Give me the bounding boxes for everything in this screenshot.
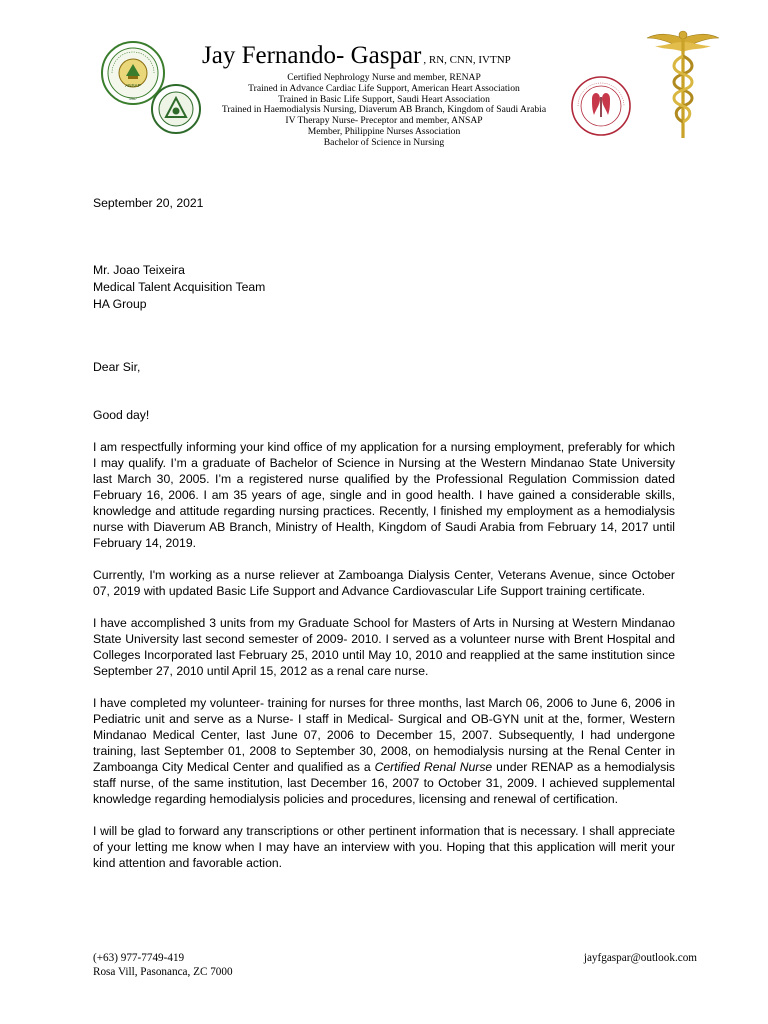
recipient-team: Medical Talent Acquisition Team [93,280,266,294]
postal-address: Rosa Vill, Pasonanca, ZC 7000 [93,966,233,978]
sender-name: Jay Fernando- Gaspar [202,42,422,69]
body-paragraph: Currently, I'm working as a nurse reliever at Zamboanga Dialysis Center, Veterans Avenue, since October 07, 2019 with updated Basic Life Support and Advance Cardiovascular Life Support training certificate. [93,568,675,598]
recipient-company: HA Group [93,297,147,311]
certification-line: IV Therapy Nurse- Preceptor and member, ANSAP [285,115,483,127]
body-paragraph: I am respectfully informing your kind office of my application for a nursing employment, preferably for which I may qualify. I’m a graduate of Bachelor of Science in Nursing at the Western Mindanao State University last March 30, 2005. I’m a registered nurse qualified by the Professional Regulation Commission dated February 16, 2006. I am 35 years of age, single and in good health. I have gained a considerable skills, knowledge and attitude regarding nursing practices. Recently, I finished my employment as a hemodialysis nurse with Diaverum AB Branch, Ministry of Health, Kingdom of Saudi Arabia from February 14, 2017 until February 14, 2019. [93,440,675,550]
certification-line: Trained in Haemodialysis Nursing, Diaverum AB Branch, Kingdom of Saudi Arabia [221,104,547,116]
body-paragraph: I have accomplished 3 units from my Graduate School for Masters of Arts in Nursing at Western Mindanao State University last second semester of 2009- 2010. I served as a volunteer nurse with Brent Hospital and Colleges Incorporated last February 25, 2010 until May 10, 2010 and reapplied at the same institution since September 27, 2010 until April 15, 2012 as a renal care nurse. [93,616,675,678]
letter-body [93,439,675,871]
caduceus-icon [643,24,723,144]
phone-number: (+63) 977-7749-419 [93,952,185,964]
certification-line: Certified Nephrology Nurse and member, RENAP [287,72,481,83]
letterhead-name-line [202,42,622,70]
recipient-block [93,262,675,313]
seal-abbrev: ANSAP [125,83,141,88]
certification-line: Member, Philippine Nurses Association [307,125,461,137]
body-paragraph-training [93,695,675,807]
paragraph-text: under RENAP as a hemodialysis staff nurse, of the same institution, last December 16, 2007 to October 31, 2009. I achieved supplemental knowledge regarding hemodialysis policies and procedures, licensing and renewal of certification. [93,760,675,806]
greeting: Good day! [93,408,150,422]
certification-line: Trained in Basic Life Support, Saudi Heart Association [278,93,490,105]
certification-line: Trained in Advance Cardiac Life Support, American Heart Association [248,82,520,94]
email-address: jayfgaspar@outlook.com [583,952,697,964]
letterhead [0,0,768,160]
footer-contact-left [93,951,233,979]
certification-list [176,73,592,149]
certified-renal-nurse-emphasis: Certified Renal Nurse [374,760,493,774]
salutation: Dear Sir, [93,360,141,374]
letter-date: September 20, 2021 [93,196,204,210]
seal-year: 1967 [129,97,137,101]
sender-credentials: , RN, CNN, IVTNP [423,54,511,66]
recipient-name: Mr. Joao Teixeira [93,263,185,277]
closing-paragraph: I will be glad to forward any transcriptions or other pertinent information that is necessary. I shall appreciate of your letting me know when I may have an interview with you. Hoping that this application will merit your kind attention and favorable action. [93,824,675,870]
nursing-organization-seal-icon [570,75,632,137]
paragraph-text: I have completed my volunteer- training for nurses for three months, last March 06, 2006 to June 6, 2006 in Pediatric unit and serve as a Nurse- I staff in Medical- Surgical and OB-GYN unit at the, former, Western Mindanao Medical Center, last June 07, 2006 to December 15, 2007. Subsequently, I had undergone training, last September 01, 2008 to September 30, 2008, on hemodialysis nursing at the Renal Center in Zamboanga City Medical Center and qualified as a [93,696,675,774]
certification-line: Bachelor of Science in Nursing [323,136,445,148]
